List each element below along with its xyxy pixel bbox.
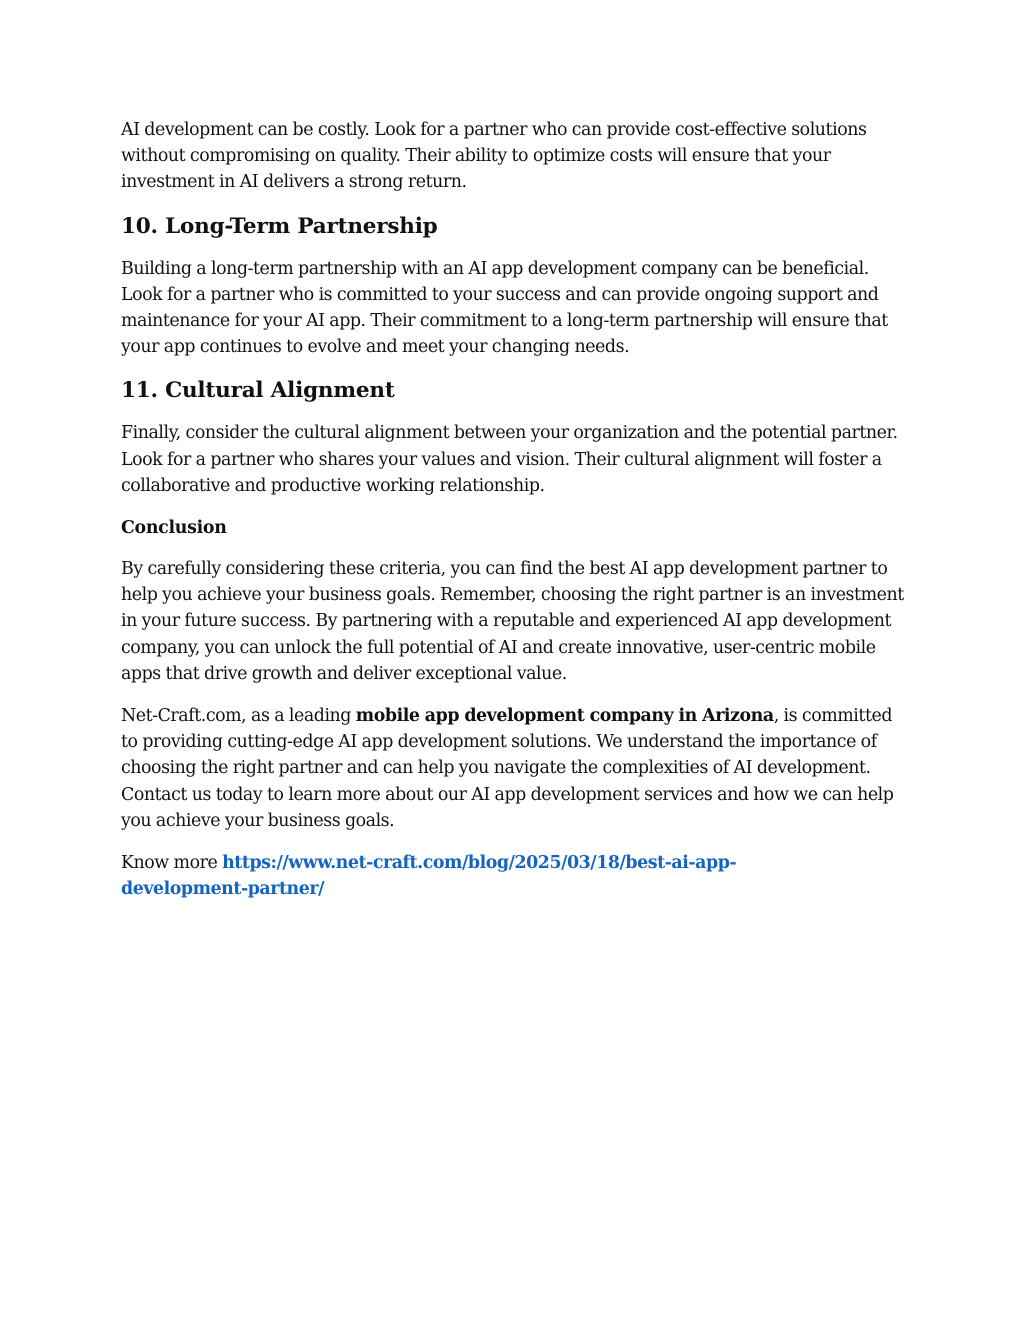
know-more-paragraph [121,850,911,902]
section-heading-long-term-partnership: 10. Long-Term Partnership [121,213,438,239]
company-paragraph [121,703,911,834]
document-page [121,117,911,918]
company-paragraph-suffix: , is committed to providing cutting-edge AI app development solutions. We understand the importance of choosing the right partner and can help you navigate the complexities of AI development. Contact us today to learn more about our AI app development services and how we can help you achieve your business goals. [121,706,894,831]
blog-post-link-line-2: development-partner/ [121,879,324,900]
company-keyword-link-text: mobile app development company in Arizona [355,706,774,727]
know-more-label: Know more [121,853,223,874]
section-body-cultural-alignment: Finally, consider the cultural alignment between your organization and the potential partner. Look for a partner who shares your values and vision. Their cultural alignment will foster a collaborative and productive working relationship. [121,423,898,496]
section-heading-cultural-alignment: 11. Cultural Alignment [121,378,395,404]
conclusion-paragraph: By carefully considering these criteria, you can find the best AI app development partner to help you achieve your business goals. Remember, choosing the right partner is an investment in your future success. By partnering with a reputable and experienced AI app development company, you can unlock the full potential of AI and create innovative, user-centric mobile apps that drive growth and deliver exceptional value. [121,559,904,684]
section-body-long-term-partnership: Building a long-term partnership with an AI app development company can be beneficial. Look for a partner who is committed to your success and can provide ongoing support and maintenance for your AI app. Their commitment to a long-term partnership will ensure that your app continues to evolve and meet your changing needs. [121,258,888,358]
intro-paragraph: AI development can be costly. Look for a partner who can provide cost-effective solutions without compromising on quality. Their ability to optimize costs will ensure that your investment in AI delivers a strong return. [121,120,867,193]
blog-post-link-line-1: https://www.net-craft.com/blog/2025/03/18/best-ai-app- [222,853,737,874]
conclusion-heading: Conclusion [121,518,227,539]
company-paragraph-prefix: Net-Craft.com, as a leading [121,706,356,727]
